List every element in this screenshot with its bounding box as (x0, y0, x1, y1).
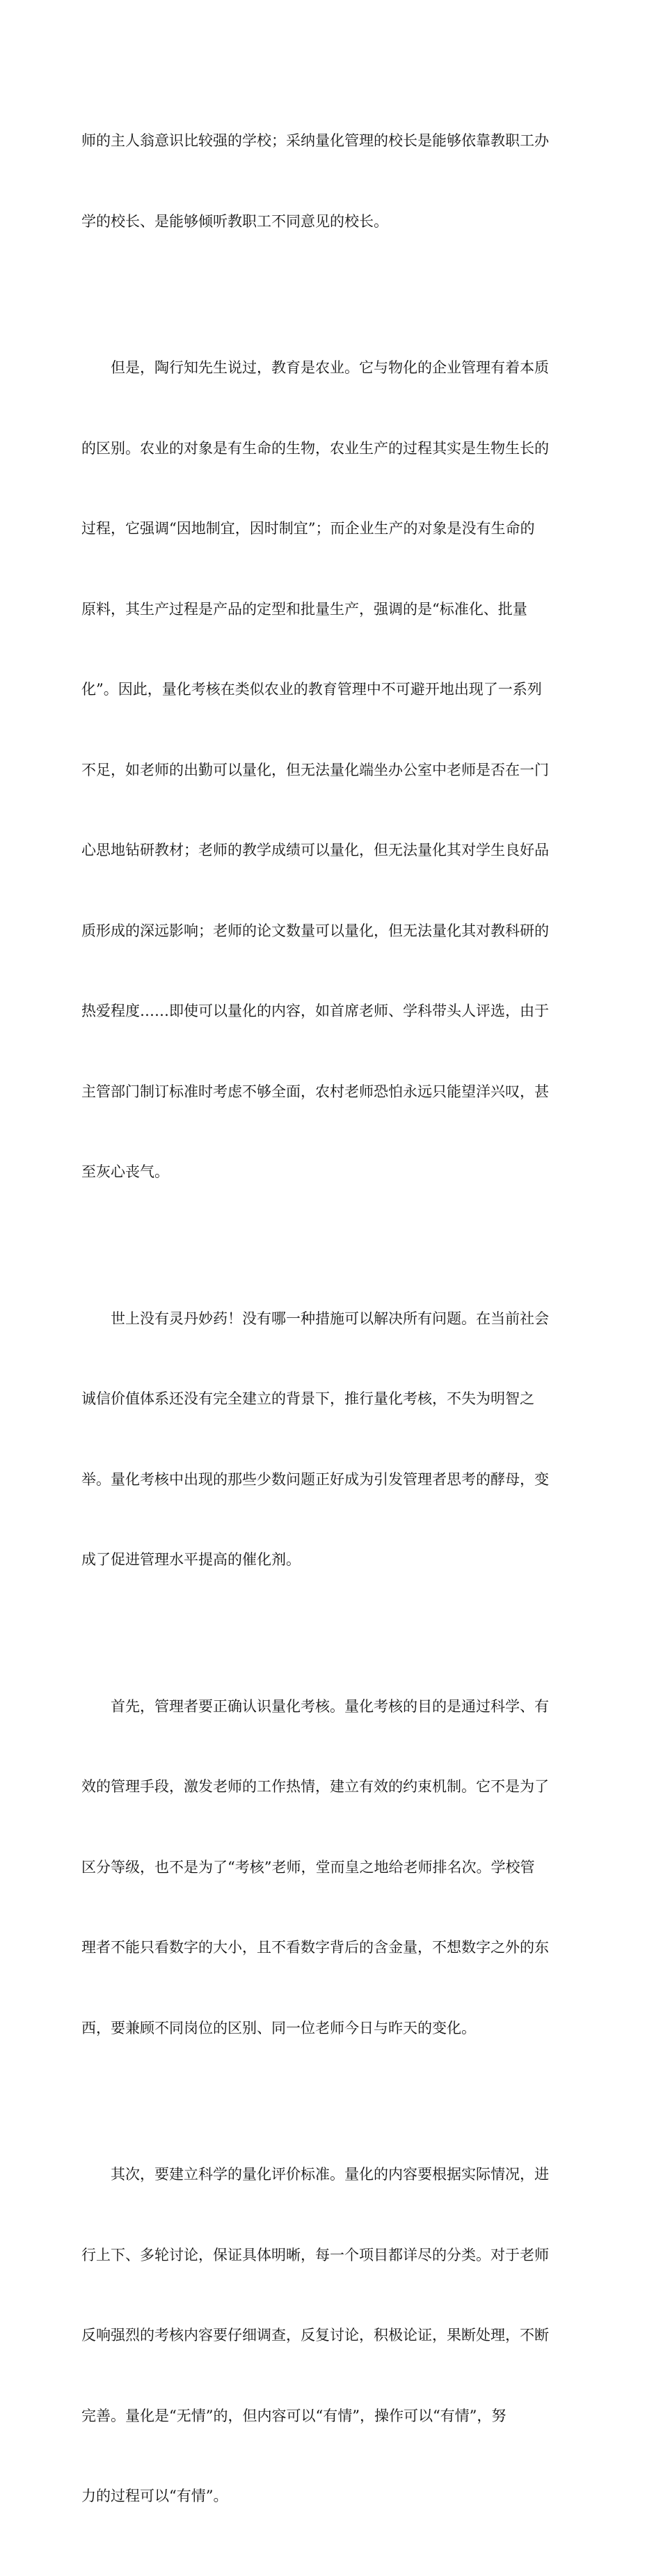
text-line: 理者不能只看数字的大小，且不看数字背后的含金量，不想数字之外的东 (81, 1939, 549, 1956)
paragraph-2 (81, 301, 580, 1239)
text-line: 世上没有灵丹妙药！没有哪一种措施可以解决所有问题。在当前社会 (81, 1310, 549, 1327)
text-line: 区分等级，也不是为了“考核”老师，堂而皇之地给老师排名次。学校管 (81, 1858, 535, 1876)
text-line: 学的校长、是能够倾听教职工不同意见的校长。 (81, 212, 388, 230)
text-line: 心思地钻研教材；老师的教学成绩可以量化，但无法量化其对学生良好品 (81, 842, 549, 858)
text-line: 过程，它强调“因地制宜，因时制宜”；而企业生产的对象是没有生命的 (81, 520, 535, 537)
paragraph-4 (81, 1640, 580, 2096)
text-line: 力的过程可以“有情”。 (81, 2488, 228, 2504)
text-line: 但是，陶行知先生说过，教育是农业。它与物化的企业管理有着本质 (81, 359, 549, 376)
text-line: 完善。量化是“无情”的，但内容可以“有情”，操作可以“有情”，努 (81, 2407, 507, 2424)
text-line: 原料，其生产过程是产品的定型和批量生产，强调的是“标准化、批量 (81, 600, 527, 618)
text-line: 的区别。农业的对象是有生命的生物，农业生产的过程其实是生物生长的 (81, 439, 549, 457)
text-line: 化”。因此，量化考核在类似农业的教育管理中不可避开地出现了一系列 (81, 681, 542, 698)
paragraph-3 (81, 1252, 580, 1627)
text-line: 西，要兼顾不同岗位的区别、同一位老师今日与昨天的变化。 (81, 2019, 476, 2036)
text-line: 行上下、多轮讨论，保证具体明晰，每一个项目都详尽的分类。对于老师 (81, 2246, 549, 2263)
text-line: 不足，如老师的出勤可以量化，但无法量化端坐办公室中老师是否在一门 (81, 761, 549, 778)
text-line: 成了促进管理水平提高的催化剂。 (81, 1551, 301, 1568)
paragraph-1 (81, 74, 580, 288)
text-line: 效的管理手段，激发老师的工作热情，建立有效的约束机制。它不是为了 (81, 1778, 549, 1795)
text-line: 热爱程度……即使可以量化的内容，如首席老师、学科带头人评选，由于 (81, 1003, 549, 1019)
text-line: 至灰心丧气。 (81, 1163, 169, 1180)
text-line: 其次，要建立科学的量化评价标准。量化的内容要根据实际情况，进 (81, 2166, 549, 2183)
text-line: 首先，管理者要正确认识量化考核。量化考核的目的是通过科学、有 (81, 1697, 549, 1715)
text-line: 诚信价值体系还没有完全建立的背景下，推行量化考核，不失为明智之 (81, 1390, 534, 1407)
text-line: 质形成的深远影响；老师的论文数量可以量化，但无法量化其对教科研的 (81, 922, 549, 939)
paragraph-5 (81, 2107, 580, 2563)
text-line: 举。量化考核中出现的那些少数问题正好成为引发管理者思考的酵母，变 (81, 1470, 549, 1488)
text-line: 师的主人翁意识比较强的学校；采纳量化管理的校长是能够依靠教职工办 (81, 132, 549, 149)
text-line: 反响强烈的考核内容要仔细调查，反复讨论，积极论证，果断处理，不断 (81, 2327, 549, 2343)
document-body (81, 74, 580, 2576)
text-line: 主管部门制订标准时考虑不够全面，农村老师恐怕永远只能望洋兴叹，甚 (81, 1083, 549, 1100)
